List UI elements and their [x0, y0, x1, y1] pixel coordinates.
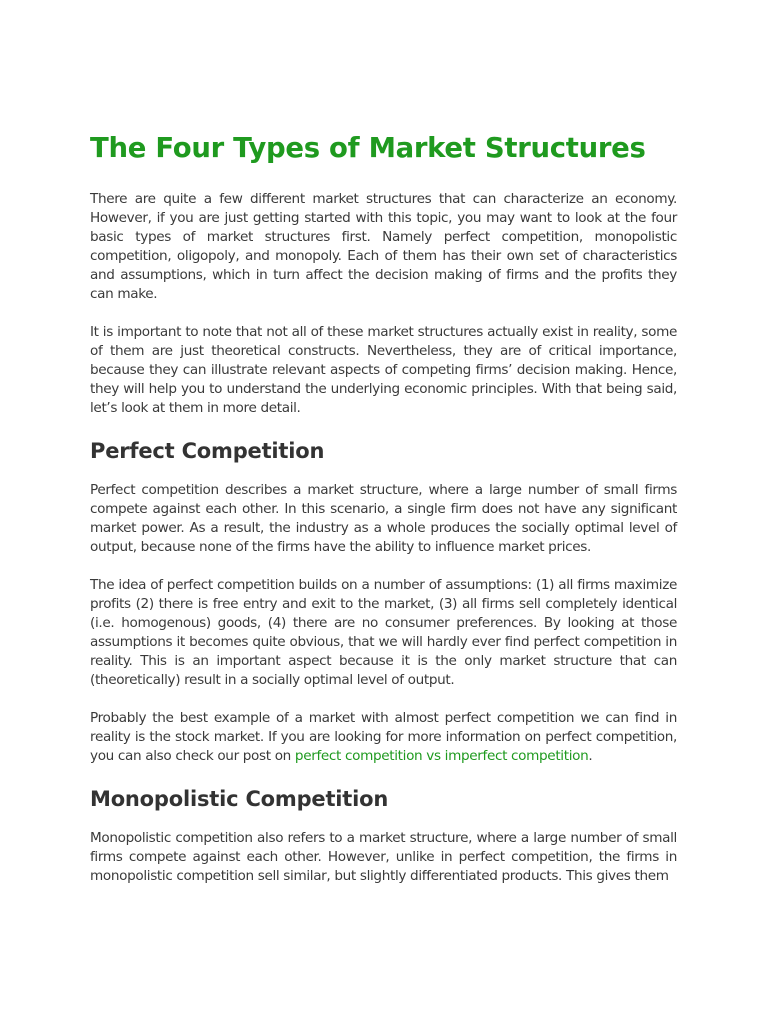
document-page — [90, 128, 677, 905]
paragraph-text: Probably the best example of a market with almost perfect competition we can find in reality is the stock market. If you are looking for more information on perfect competition, you can also check our post on — [90, 710, 677, 764]
perfect-vs-imperfect-competition-link[interactable]: perfect competition vs imperfect competition — [294, 748, 589, 764]
perfect-competition-paragraph-2: The idea of perfect competition builds on a number of assumptions: (1) all firms maximize profits (2) there is free entry and exit to the market, (3) all firms sell completely identical (i.e. homogenous) goods, (4) there are no consumer preferences. By looking at those assumptions it becomes quite obvious, that we will hardly ever find perfect competition in reality. This is an important aspect because it is the only market structure that can (theoretically) result in a socially optimal level of output. — [90, 577, 677, 688]
intro-paragraph-1: There are quite a few different market structures that can characterize an economy. However, if you are just getting started with this topic, you may want to look at the four basic types of market structures first. Namely perfect competition, monopolistic competition, oligopoly, and monopoly. Each of them has their own set of characteristics and assumptions, which in turn affect the decision making of firms and the profits they can make. — [90, 191, 677, 302]
page-title: The Four Types of Market Structures — [90, 132, 646, 164]
monopolistic-competition-paragraph-1: Monopolistic competition also refers to a market structure, where a large number of small firms compete against each other. However, unlike in perfect competition, the firms in monopolistic competition sell similar, but slightly differentiated products. This gives them — [90, 830, 677, 884]
perfect-competition-paragraph-3 — [90, 709, 677, 766]
intro-paragraph-2: It is important to note that not all of these market structures actually exist in reality, some of them are just theoretical constructs. Nevertheless, they are of critical importance, because they can illustrate relevant aspects of competing firms’ decision making. Hence, they will help you to understand the underlying economic principles. With that being said, let’s look at them in more detail. — [90, 324, 677, 416]
section-heading-perfect-competition: Perfect Competition — [90, 439, 325, 463]
perfect-competition-paragraph-1: Perfect competition describes a market structure, where a large number of small firms compete against each other. In this scenario, a single firm does not have any significant market power. As a result, the industry as a whole produces the socially optimal level of output, because none of the firms have the ability to influence market prices. — [90, 482, 677, 555]
section-heading-monopolistic-competition: Monopolistic Competition — [90, 787, 389, 811]
paragraph-text-end: . — [588, 748, 593, 764]
